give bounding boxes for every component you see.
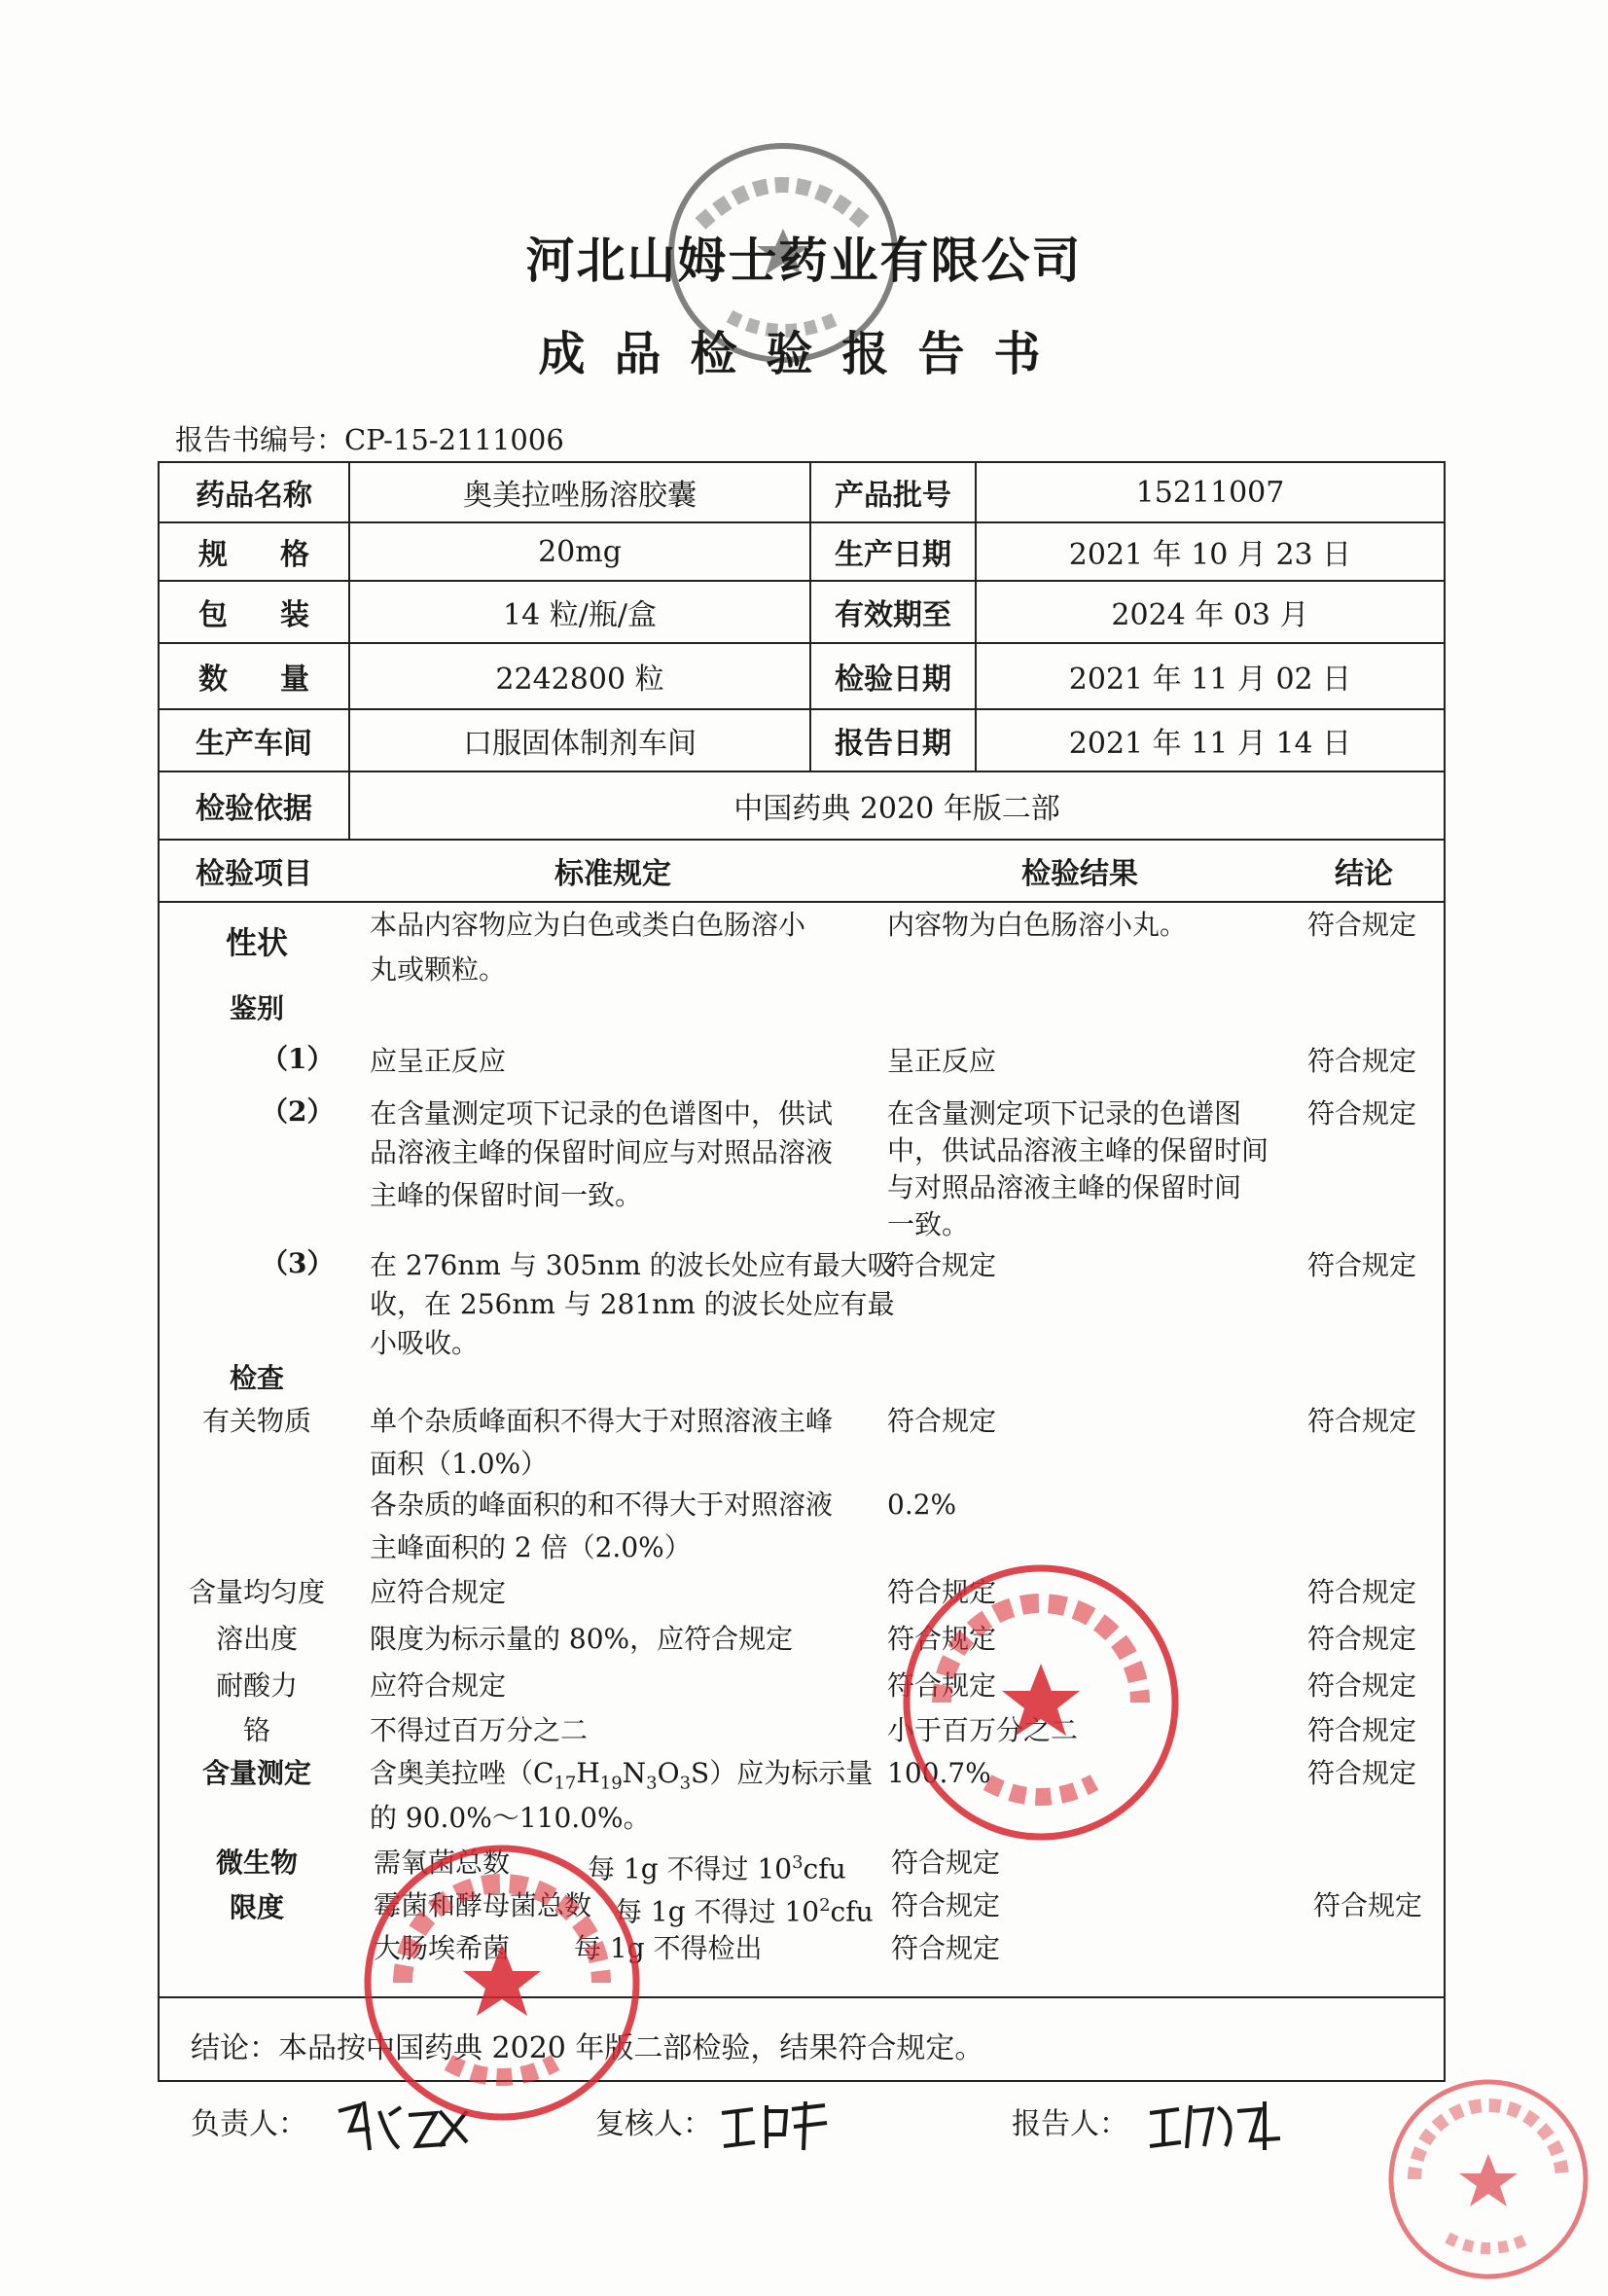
appearance-conclusion: 符合规定 <box>1307 909 1417 941</box>
related-substances-item: 有关物质 <box>201 1405 311 1437</box>
assay-standard-suffix: S）应为标示量 <box>691 1757 874 1789</box>
quantity-label-a: 数 <box>198 663 228 697</box>
related-standard-2: 面积（1.0%） <box>370 1448 549 1480</box>
id3-standard-2: 收，在 256nm 与 281nm 的波长处应有最 <box>370 1288 895 1320</box>
dissolution-standard: 限度为标示量的 80%，应符合规定 <box>370 1623 794 1655</box>
test-date-value: 2021 年 11 月 02 日 <box>1068 663 1352 697</box>
related-result: 符合规定 <box>887 1405 997 1437</box>
report-date-label: 报告日期 <box>835 727 951 761</box>
assay-conclusion: 符合规定 <box>1307 1757 1417 1789</box>
appearance-standard-2: 丸或颗粒。 <box>370 953 507 986</box>
dissolution-conclusion: 符合规定 <box>1307 1623 1417 1655</box>
drug-name-label: 药品名称 <box>196 479 312 513</box>
uniformity-standard: 应符合规定 <box>370 1576 507 1608</box>
quantity-value: 2242800 粒 <box>495 663 664 697</box>
related-standard-3: 各杂质的峰面积的和不得大于对照溶液 <box>370 1489 834 1521</box>
inspection-item: 检查 <box>229 1362 284 1394</box>
id2-result-2: 中，供试品溶液主峰的保留时间 <box>887 1134 1269 1166</box>
formula-sub: 19 <box>599 1773 623 1794</box>
reporter-label: 报告人： <box>1012 2107 1128 2141</box>
assay-item: 含量测定 <box>201 1757 311 1789</box>
report-number-label: 报告书编号： <box>175 423 345 456</box>
overall-conclusion: 结论：本品按中国药典 2020 年版二部检验，结果符合规定。 <box>191 2031 984 2065</box>
mold-yeast-result: 符合规定 <box>891 1889 1001 1921</box>
formula-sub: 3 <box>679 1773 692 1794</box>
dissolution-item: 溶出度 <box>215 1623 298 1655</box>
id3-standard-1: 在 276nm 与 305nm 的波长处应有最大吸 <box>370 1249 895 1281</box>
id2-result-3: 与对照品溶液主峰的保留时间 <box>887 1171 1242 1203</box>
batch-value: 15211007 <box>1135 475 1285 510</box>
appearance-result: 内容物为白色肠溶小丸。 <box>887 909 1188 941</box>
id3-item: （3） <box>261 1247 335 1279</box>
mold-yeast-limit-text: 每 1g 不得过 10 <box>615 1895 820 1928</box>
quantity-label-b: 量 <box>280 663 309 697</box>
basis-label: 检验依据 <box>196 792 312 826</box>
workshop-label: 生产车间 <box>196 727 312 761</box>
bottom-left-red-seal <box>356 1837 648 2129</box>
report-date-value: 2021 年 11 月 14 日 <box>1068 727 1352 761</box>
formula-element: H <box>576 1757 600 1789</box>
chromium-item: 铬 <box>242 1714 270 1746</box>
grid-line <box>158 1996 1446 1998</box>
id1-conclusion: 符合规定 <box>1307 1045 1417 1077</box>
reporter-signature <box>1144 2092 1290 2160</box>
dissolution-result: 符合规定 <box>887 1623 997 1655</box>
assay-result: 100.7% <box>887 1757 991 1789</box>
quantity-label <box>160 644 348 708</box>
ecoli-name: 大肠埃希菌 <box>374 1932 511 1964</box>
acid-resistance-result: 符合规定 <box>887 1669 997 1702</box>
responsible-label: 负责人： <box>191 2107 307 2141</box>
id3-standard-3: 小吸收。 <box>370 1327 480 1359</box>
uniformity-result: 符合规定 <box>887 1576 997 1608</box>
package-label <box>160 582 348 642</box>
batch-label: 产品批号 <box>835 479 951 513</box>
appearance-standard-1: 本品内容物应为白色或类白色肠溶小 <box>370 909 806 941</box>
id2-standard-1: 在含量测定项下记录的色谱图中，供试 <box>370 1097 834 1130</box>
chromium-standard: 不得过百万分之二 <box>370 1714 589 1746</box>
mold-yeast-limit-exp: 2 <box>819 1895 831 1916</box>
formula-element: O <box>657 1757 680 1789</box>
company-name: 河北山姆士药业有限公司 <box>525 232 1083 289</box>
production-date-value: 2021 年 10 月 23 日 <box>1068 538 1352 572</box>
assay-standard-prefix: 含奥美拉唑（C <box>370 1757 554 1789</box>
reviewer-signature <box>716 2092 833 2160</box>
id3-conclusion: 符合规定 <box>1307 1249 1417 1281</box>
aerobic-result: 符合规定 <box>891 1847 1001 1879</box>
related-conclusion: 符合规定 <box>1307 1405 1417 1437</box>
id2-item: （2） <box>261 1095 335 1128</box>
identification-item: 鉴别 <box>229 992 284 1024</box>
formula-sub: 3 <box>646 1773 658 1794</box>
acid-resistance-standard: 应符合规定 <box>370 1669 507 1702</box>
header-conclusion: 结论 <box>1335 857 1393 891</box>
report-number-value: CP-15-2111006 <box>344 423 564 456</box>
report-number <box>175 418 564 458</box>
id2-result-1: 在含量测定项下记录的色谱图 <box>887 1097 1242 1130</box>
ecoli-result: 符合规定 <box>891 1932 1001 1964</box>
id1-standard: 应呈正反应 <box>370 1045 507 1077</box>
workshop-value: 口服固体制剂车间 <box>463 727 697 761</box>
chromium-result: 小于百万分之二 <box>887 1714 1079 1746</box>
spec-label-a: 规 <box>198 538 228 572</box>
related-standard-4: 主峰面积的 2 倍（2.0%） <box>370 1531 692 1563</box>
uniformity-item: 含量均匀度 <box>188 1576 325 1608</box>
header-result: 检验结果 <box>1021 857 1138 891</box>
id2-standard-2: 品溶液主峰的保留时间应与对照品溶液 <box>370 1136 834 1168</box>
test-date-label: 检验日期 <box>835 663 951 697</box>
related-standard-1: 单个杂质峰面积不得大于对照溶液主峰 <box>370 1405 834 1437</box>
id2-result-4: 一致。 <box>887 1208 970 1240</box>
id2-standard-3: 主峰的保留时间一致。 <box>370 1179 643 1211</box>
mold-yeast-limit-unit: cfu <box>830 1895 874 1928</box>
appearance-item: 性状 <box>225 924 288 961</box>
bottom-right-red-seal <box>1381 2072 1595 2286</box>
microbial-item-2: 限度 <box>229 1891 284 1923</box>
spec-label-b: 格 <box>280 538 309 572</box>
acid-resistance-item: 耐酸力 <box>215 1669 298 1702</box>
document-title: 成品检验报告书 <box>538 327 1070 381</box>
assay-standard-2: 的 90.0%～110.0%。 <box>370 1802 651 1834</box>
mold-yeast-name: 霉菌和酵母菌总数 <box>374 1889 592 1921</box>
package-label-a: 包 <box>198 598 228 632</box>
basis-value: 中国药典 2020 年版二部 <box>733 792 1060 826</box>
reviewer-label: 复核人： <box>595 2107 712 2141</box>
drug-name-value: 奥美拉唑肠溶胶囊 <box>463 479 697 513</box>
id1-item: （1） <box>261 1043 335 1075</box>
microbial-conclusion: 符合规定 <box>1313 1889 1423 1921</box>
middle-red-seal <box>895 1557 1187 1848</box>
header-standard: 标准规定 <box>554 857 671 891</box>
expiry-label: 有效期至 <box>835 598 951 632</box>
acid-resistance-conclusion: 符合规定 <box>1307 1669 1417 1702</box>
id2-conclusion: 符合规定 <box>1307 1097 1417 1130</box>
microbial-item-1: 微生物 <box>215 1847 298 1879</box>
id3-result: 符合规定 <box>887 1249 997 1281</box>
expiry-value: 2024 年 03 月 <box>1111 598 1309 632</box>
package-label-b: 装 <box>280 598 309 632</box>
spec-value: 20mg <box>538 534 622 569</box>
formula-element: N <box>622 1757 647 1789</box>
aerobic-limit-unit: cfu <box>803 1852 846 1885</box>
spec-label <box>160 523 348 580</box>
production-date-label: 生产日期 <box>835 538 951 572</box>
chromium-conclusion: 符合规定 <box>1307 1714 1417 1746</box>
id1-result: 呈正反应 <box>887 1045 997 1077</box>
ecoli-limit: 每 1g 不得检出 <box>574 1932 763 1964</box>
header-item: 检验项目 <box>196 857 312 891</box>
related-result-2: 0.2% <box>887 1489 957 1521</box>
formula-sub: 17 <box>554 1773 577 1794</box>
package-value: 14 粒/瓶/盒 <box>503 598 657 632</box>
aerobic-limit-text: 每 1g 不得过 10 <box>588 1852 793 1885</box>
uniformity-conclusion: 符合规定 <box>1307 1576 1417 1608</box>
aerobic-name: 需氧菌总数 <box>374 1847 511 1879</box>
aerobic-limit-exp: 3 <box>792 1852 804 1873</box>
